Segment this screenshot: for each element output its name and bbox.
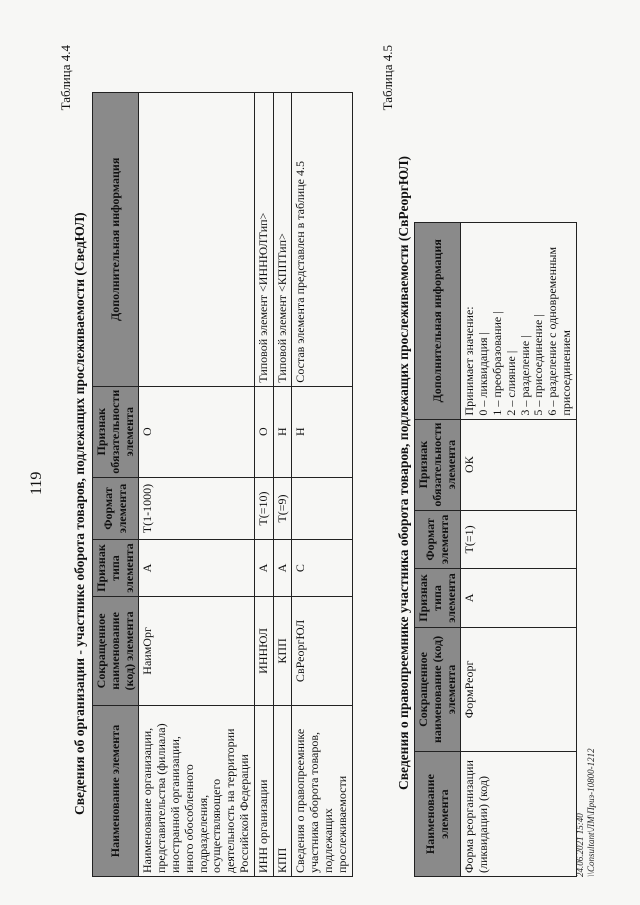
table-row [254, 93, 273, 877]
table-cell: ИННЮЛ [254, 596, 273, 705]
table-row [292, 93, 352, 877]
table-cell: КПП [273, 596, 292, 705]
table-cell: T(=1) [461, 510, 576, 569]
print-stamp [575, 748, 598, 877]
column-header: Дополнительная информация [93, 93, 139, 387]
table-cell: Типовой элемент <КППТип> [273, 93, 292, 387]
page-number: 119 [28, 471, 45, 495]
table-label: Таблица 4.4 [58, 45, 73, 111]
table-row [139, 93, 254, 877]
column-header: Наименование элемента [415, 752, 461, 877]
column-header: Признак обязательности элемента [93, 386, 139, 477]
value-option: 0 – ликвидация | [476, 332, 491, 416]
table-cell: А [139, 540, 254, 596]
value-option: 1 – преобразование | [489, 311, 504, 416]
value-option: 3 – разделение | [517, 335, 532, 416]
print-path: \\Consultant\ЛМ\Приз-10800-1212 [586, 748, 597, 877]
table-cell: Сведения о правопреемнике участника оборота товаров, подлежащих прослеживаемости [292, 706, 352, 877]
table-cell: А [461, 569, 576, 628]
table-title: Сведения об организации - участнике оборота товаров, подлежащих прослеживаемости (СведЮЛ) [72, 212, 87, 815]
table-cell [139, 93, 254, 387]
column-header: Признак типа элемента [415, 569, 461, 628]
table-cell: ОК [461, 419, 576, 510]
table-row [461, 223, 576, 877]
table-cell: А [254, 540, 273, 596]
table-cell: T(1-1000) [139, 477, 254, 540]
data-table [414, 222, 577, 877]
table-cell: Наименование организации, представительства (филиала) иностранной организации, иного обособленного подразделения, осуществляющего деятельность на территории Российской Федерации [139, 706, 254, 877]
table-cell: О [254, 386, 273, 477]
table-cell: T(=9) [273, 477, 292, 540]
table-cell: ИНН организации [254, 706, 273, 877]
table-label: Таблица 4.5 [380, 45, 395, 111]
table-cell: О [139, 386, 254, 477]
column-header: Формат элемента [415, 510, 461, 569]
table-cell: Форма реорганизации (ликвидации) (код) [461, 752, 576, 877]
table-cell: НаимОрг [139, 596, 254, 705]
column-header: Дополнительная информация [415, 223, 461, 420]
table-cell: КПП [273, 706, 292, 877]
column-header: Признак обязательности элемента [415, 419, 461, 510]
table-cell: Типовой элемент <ИННЮЛТип> [254, 93, 273, 387]
table-cell: С [292, 540, 352, 596]
table-row [273, 93, 292, 877]
table-cell: А [273, 540, 292, 596]
column-header: Сокращенное наименование (код) элемента [93, 596, 139, 705]
table-cell: СвРеоргЮЛ [292, 596, 352, 705]
table-header-row [415, 223, 461, 877]
table-header-row [93, 93, 139, 877]
value-intro: Принимает значение: [462, 306, 477, 416]
table-cell: ФормРеорг [461, 627, 576, 751]
table-cell: Н [292, 386, 352, 477]
table-cell [292, 477, 352, 540]
column-header: Признак типа элемента [93, 540, 139, 596]
column-header: Сокращенное наименование (код) элемента [415, 627, 461, 751]
data-table [92, 92, 353, 877]
value-option: 5 – присоединение | [531, 314, 546, 416]
table-cell: Н [273, 386, 292, 477]
table-cell: Состав элемента представлен в таблице 4.5 [292, 93, 352, 387]
value-option: 6 – разделение с одновременным присоединением [545, 246, 573, 416]
column-header: Наименование элемента [93, 706, 139, 877]
print-date: 24.06.2021 15:40 [575, 813, 585, 877]
column-header: Формат элемента [93, 477, 139, 540]
value-option: 2 – слияние | [503, 350, 518, 416]
table-cell [461, 223, 576, 420]
table-cell: T(=10) [254, 477, 273, 540]
table-title: Сведения о правопреемнике участника оборота товаров, подлежащих прослеживаемости (СвРеоргЮЛ) [396, 156, 411, 790]
